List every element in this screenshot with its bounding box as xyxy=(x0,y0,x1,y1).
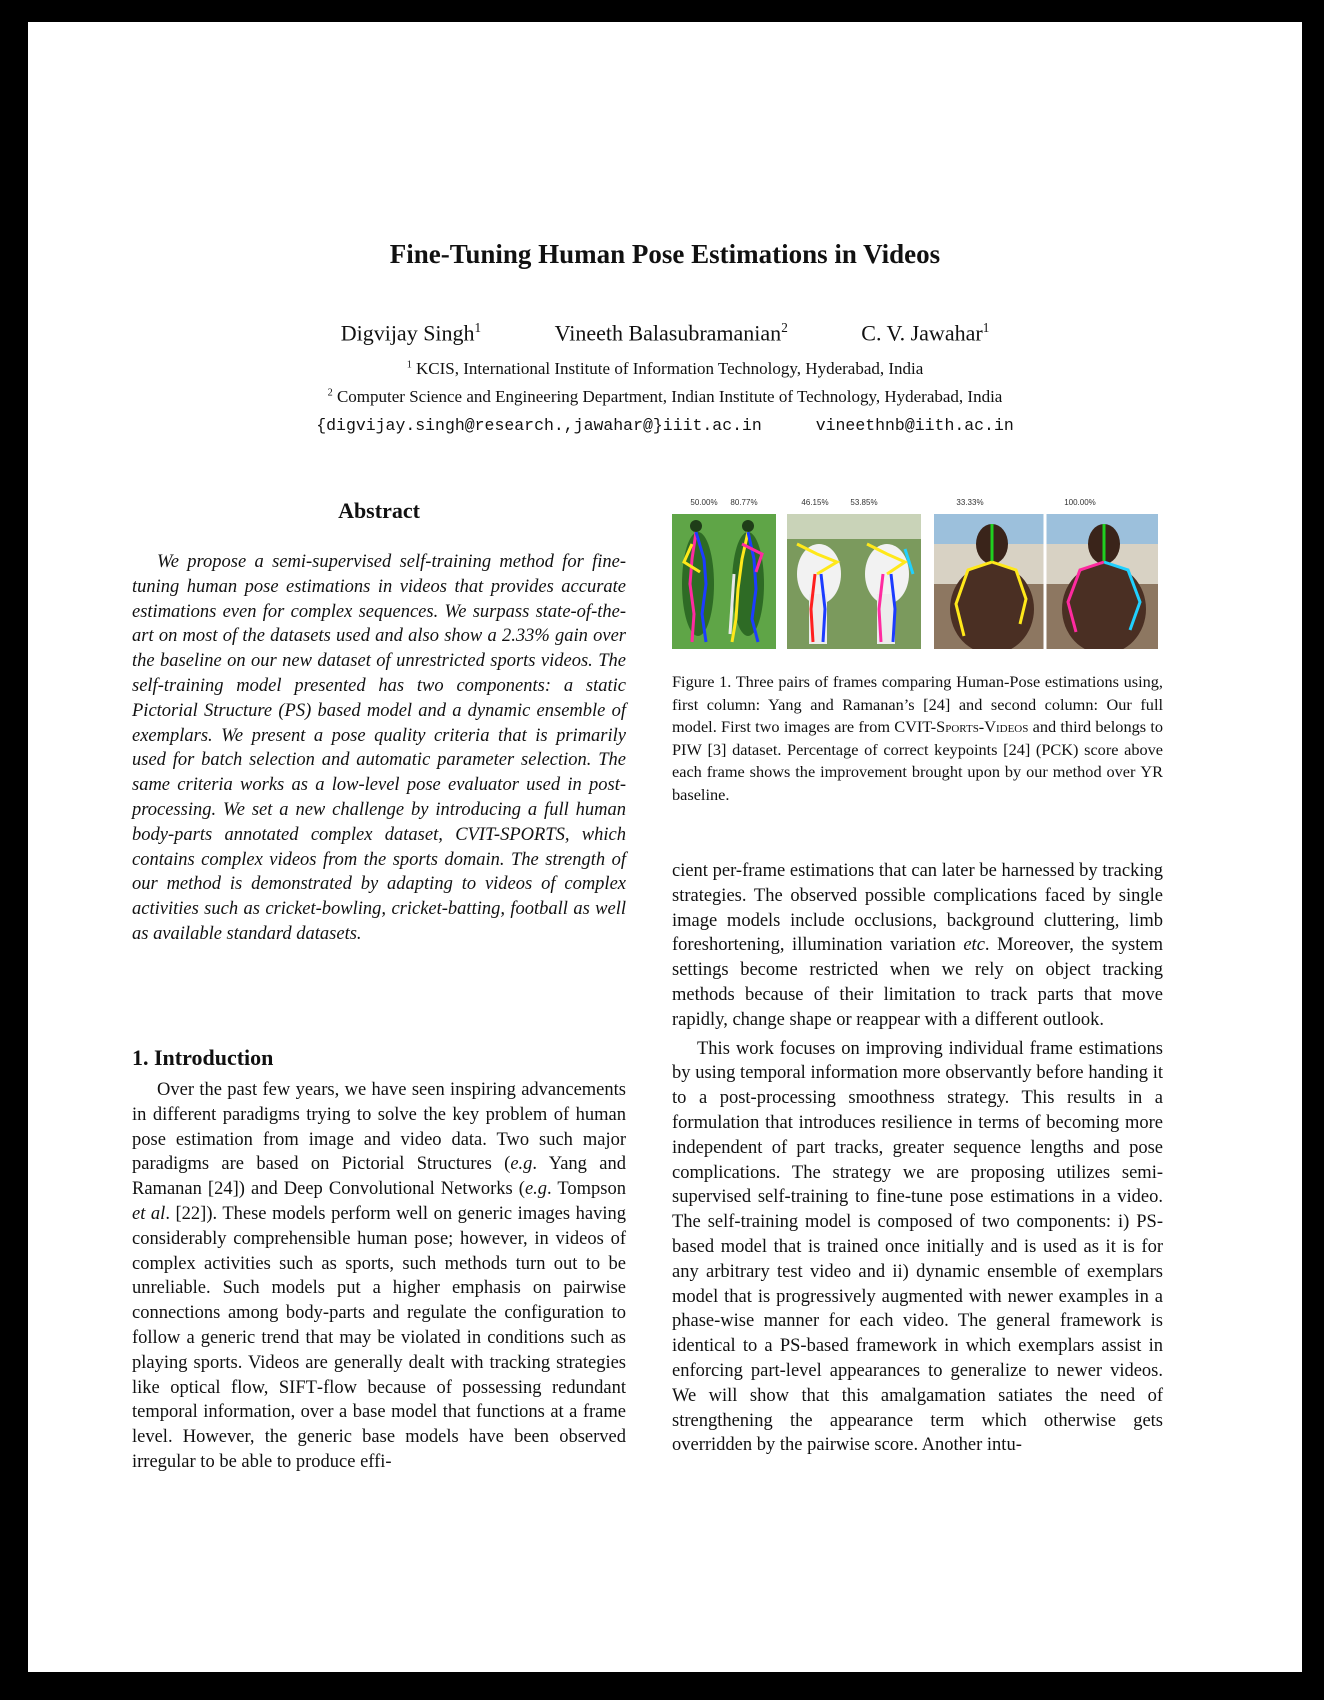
pose-skeleton-overlay xyxy=(787,514,921,649)
intro-text: . Yang and Ramanan [24]) and Deep Convolutional Networks ( xyxy=(132,1154,627,1200)
abstract-body xyxy=(132,550,626,947)
frame-cricket-bowling-pair xyxy=(787,514,921,649)
intro-text: SIFT xyxy=(278,1377,317,1398)
abstract-text: We propose a semi-supervised self-training method for fine-tuning human pose estimations in videos that provides accurate estimations even for complex sequences. We surpass state-of-the-art on most of the datasets used and also show a 2.33% gain over the baseline on our new dataset of unrestricted sports videos. The self-training model presented has two components: a static Pictorial Structure ( xyxy=(132,552,626,721)
figure-1-caption xyxy=(672,671,1163,807)
pose-skeleton-overlay xyxy=(934,514,1158,649)
affiliation-mark: 2 xyxy=(327,387,333,399)
caption-text: and third belongs to xyxy=(1028,717,1163,737)
author-3 xyxy=(861,320,989,347)
intro-text: Over the past few years, we have seen inspiring advancements in different paradigms trying to solve the key problem of human pose estimation from image and video data. Two such major paradigms are based on Pictorial Structures ( xyxy=(132,1080,626,1175)
author-name: Vineeth Balasubramanian xyxy=(554,320,782,346)
caption-text: Figure 1. Three pairs of frames comparing Human-Pose estimations using, first column: Yang and Ramanan’s [24] and second column: Our full model. First two images are from xyxy=(672,672,1163,737)
pck-score: 80.77% xyxy=(730,498,758,507)
intro-text: -flow because of possessing redundant temporal information, over a base model that functions at a frame level. However, the generic base models have been observed irregular to be able to produce effi- xyxy=(132,1377,626,1472)
caption-text: ) score above each frame shows the improvement brought upon by our method over xyxy=(672,739,1164,782)
body-text: -based model that is trained once initially and is used as it is for any arbitrary test video and ii) dynamic ensemble of exemplars model that is progressively augmented with newer examples in a phase-wise manner for each video. The general framework is identical to a xyxy=(672,1212,1163,1357)
affiliation-2 xyxy=(28,387,1302,407)
paper-title: Fine-Tuning Human Pose Estimations in Videos xyxy=(389,239,941,269)
affiliation-mark: 1 xyxy=(406,359,412,371)
body-text: -based framework in which exemplars assist in enforcing part-level appearances to generalize to newer videos. We will show that this amalgamation satiates the need of strengthening the appearance term which otherwise gets overridden by the pairwise score. Another intu- xyxy=(672,1336,1163,1456)
figure-1-image xyxy=(672,494,1163,652)
pck-score: 50.00% xyxy=(690,498,718,507)
author-2 xyxy=(555,320,788,347)
author-name: C. V. Jawahar xyxy=(861,320,983,346)
caption-text: [3] dataset. Percentage of correct keypoints [24] ( xyxy=(701,739,1042,759)
intro-text: e.g xyxy=(524,1179,548,1200)
caption-text: PCK xyxy=(1041,739,1074,759)
affiliation-1 xyxy=(28,359,1302,379)
affiliation-text: KCIS, International Institute of Information Technology, Hyderabad, India xyxy=(416,359,924,378)
author-affiliation-mark: 2 xyxy=(781,320,788,335)
frame-beach-person-pair xyxy=(934,514,1158,649)
introduction-column-2 xyxy=(672,859,1163,1458)
author-affiliation-mark: 1 xyxy=(474,320,482,335)
paragraph xyxy=(672,859,1163,1033)
caption-text: PIW xyxy=(672,739,702,759)
abstract-heading: Abstract xyxy=(338,498,420,523)
abstract-text: , which contains complex videos from the sports domain. The strength of our method is demonstrated by adapting to videos of complex activities such as cricket-bowling, cricket-batting, football as well as available standard datasets. xyxy=(132,824,626,944)
abstract-text: CVIT-SPORTS xyxy=(455,824,565,845)
body-text: . Moreover, the system settings become restricted when we rely on object tracking methods because of their limitation to track parts that move rapidly, change shape or reappear with a different outlook. xyxy=(672,935,1163,1030)
intro-text: . Tompson xyxy=(547,1179,627,1200)
email-iith[interactable]: vineethnb@iith.ac.in xyxy=(815,416,1014,435)
paragraph xyxy=(672,1037,1163,1459)
affiliation-text: Computer Science and Engineering Department, Indian Institute of Technology, Hyderabad, India xyxy=(336,387,1003,406)
caption-text: YR xyxy=(1140,762,1163,782)
abstract-text: PS xyxy=(284,700,306,721)
author-emails xyxy=(28,416,1302,435)
pck-score: 100.00% xyxy=(1064,498,1096,507)
pck-score: 53.85% xyxy=(850,498,878,507)
section-heading-introduction: 1. Introduction xyxy=(132,1045,274,1070)
body-text: cient per-frame estimations that can later be harnessed by tracking strategies. The observed possible complications faced by single image models include occlusions, background cluttering, limb foreshortening, illumination variation xyxy=(672,861,1163,956)
body-text: This work focuses on improving individual frame estimations by using temporal information more observantly before handing it to a post-processing smoothness strategy. This results in a formulation that introduces resilience in terms of becoming more independent of part tracks, greater sequence lengths and pose complications. The strategy we are proposing utilizes semi-supervised self-training to fine-tune pose estimations in a video. The self-training model is composed of two components: i) xyxy=(672,1038,1163,1233)
caption-text: CVIT-Sports-Videos xyxy=(894,717,1029,737)
pose-skeleton-overlay xyxy=(672,514,776,649)
email-iiit[interactable]: {digvijay.singh@research.,jawahar@}iiit.ac.in xyxy=(316,416,762,435)
body-text: PS xyxy=(779,1336,801,1357)
introduction-column-1 xyxy=(132,1078,626,1475)
frame-cricket-batting-pair xyxy=(672,514,776,649)
intro-text: et al xyxy=(132,1203,166,1224)
author-1 xyxy=(341,320,481,347)
pck-score: 46.15% xyxy=(801,498,829,507)
author-name: Digvijay Singh xyxy=(340,320,475,346)
caption-text: baseline. xyxy=(672,784,730,804)
body-text: etc xyxy=(963,935,985,956)
pck-score: 33.33% xyxy=(956,498,984,507)
author-affiliation-mark: 1 xyxy=(982,320,990,335)
abstract-text: ) based model and a dynamic ensemble of exemplars. We present a pose quality criteria that is primarily used for batch selection and automatic parameter selection. The same criteria works as a low-level pose evaluator used in post-processing. We set a new challenge by introducing a full human body-parts annotated complex dataset, xyxy=(132,700,626,845)
author-list xyxy=(28,320,1302,347)
paper-page xyxy=(28,22,1302,1672)
intro-text: e.g xyxy=(510,1154,533,1175)
body-text: PS xyxy=(1136,1212,1157,1233)
intro-text: . [22]). These models perform well on generic images having considerably comprehensible human pose; however, in videos of complex activities such as sports, such methods turn out to be unreliable. Such models put a higher emphasis on pairwise connections among body-parts and regulate the configuration to follow a generic trend that may be violated in conditions such as playing sports. Videos are generally dealt with tracking strategies like optical flow, xyxy=(132,1203,626,1398)
